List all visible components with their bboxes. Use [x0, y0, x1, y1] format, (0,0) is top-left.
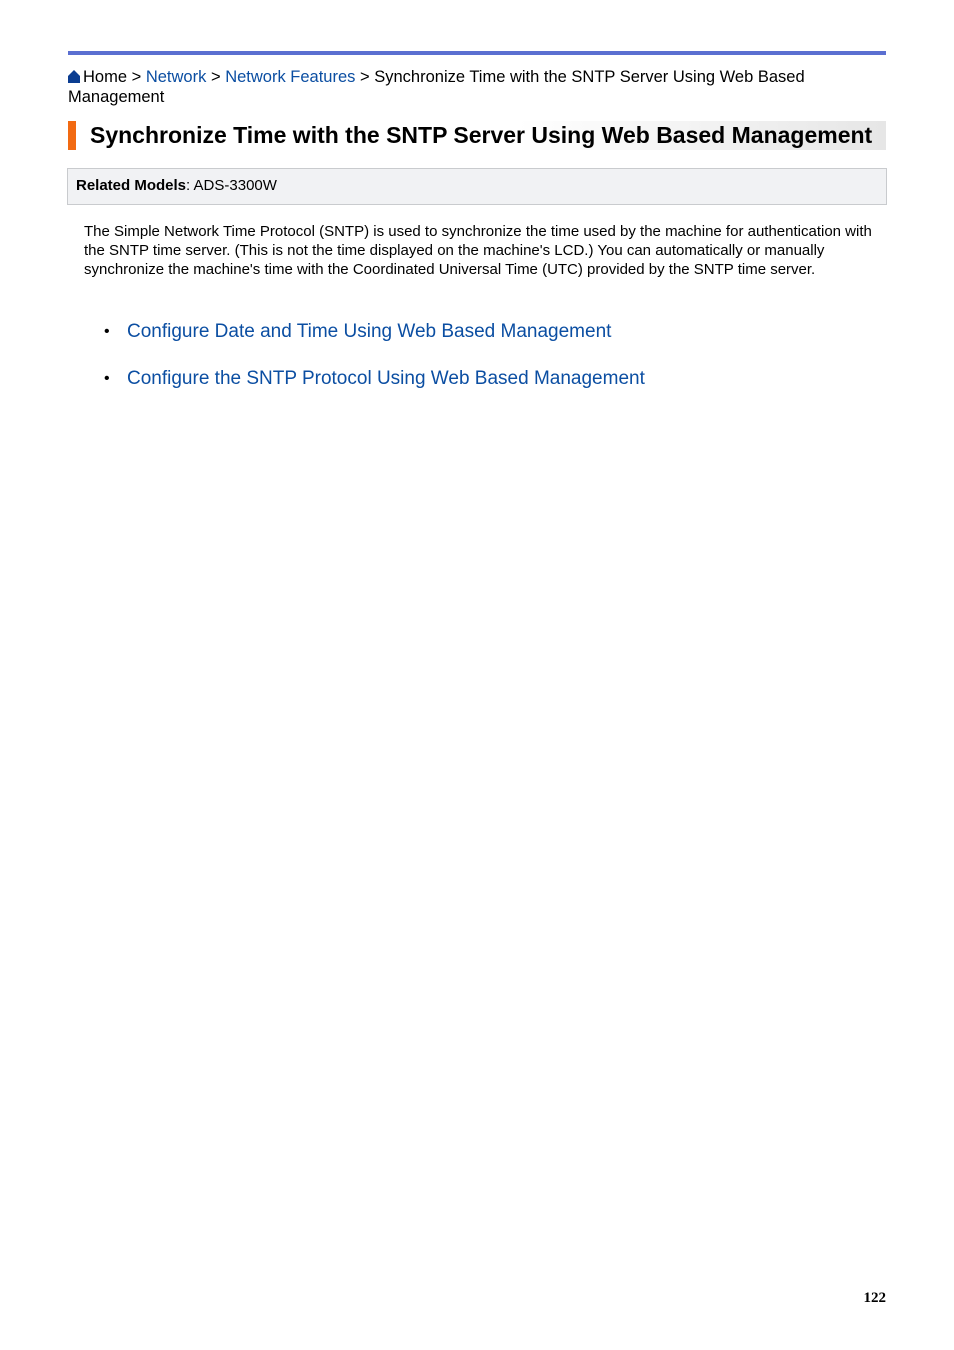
list-item: [104, 320, 884, 367]
title-accent-bar: [68, 121, 76, 150]
intro-paragraph: The Simple Network Time Protocol (SNTP) is used to synchronize the time used by the machine for authentication with the SNTP time server. (This is not the time displayed on the machine's LCD.) You can automatically or manually synchronize the machine's time with the Coordinated Universal Time (UTC) provided by the SNTP time server.: [84, 223, 872, 279]
page-title: Synchronize Time with the SNTP Server Using Web Based Management: [90, 122, 873, 148]
related-models-separator: :: [186, 177, 191, 194]
configure-sntp-protocol-link[interactable]: Configure the SNTP Protocol Using Web Based Management: [127, 368, 645, 389]
configure-date-time-link[interactable]: Configure Date and Time Using Web Based Management: [127, 321, 612, 342]
breadcrumb-separator: >: [131, 68, 142, 86]
related-models-value: ADS-3300W: [193, 177, 277, 194]
page-title-bar: [68, 121, 886, 150]
bullet: •: [104, 370, 110, 387]
home-icon[interactable]: [68, 70, 80, 83]
breadcrumb-current: Synchronize Time with the SNTP Server Using Web Based Management: [68, 68, 805, 106]
breadcrumb-network-features-link[interactable]: Network Features: [225, 68, 356, 86]
bullet: •: [104, 323, 110, 340]
breadcrumb-separator: >: [360, 68, 370, 86]
breadcrumb-network-link[interactable]: Network: [145, 68, 207, 86]
related-models-label: Related Models: [76, 177, 187, 194]
related-links-list: [104, 320, 884, 414]
top-rule: [68, 51, 886, 55]
list-item: [104, 367, 884, 414]
breadcrumb-home[interactable]: Home: [83, 68, 128, 86]
breadcrumb: [68, 67, 868, 107]
breadcrumb-separator: >: [210, 68, 221, 86]
page-number: 122: [863, 1290, 886, 1306]
related-models-box: [67, 168, 887, 205]
